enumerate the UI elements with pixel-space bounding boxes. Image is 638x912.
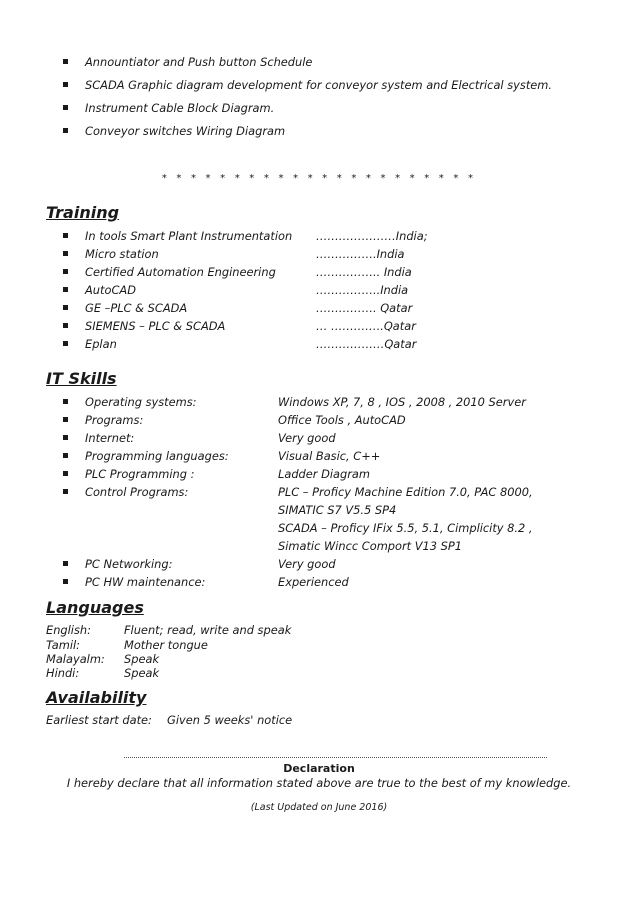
declaration-title: Declaration bbox=[283, 762, 355, 775]
training-item bbox=[60, 337, 417, 355]
language-name: Malayalm: bbox=[46, 652, 105, 666]
skill-label: Programs: bbox=[85, 413, 144, 427]
bullet-icon bbox=[63, 287, 68, 292]
training-heading: Training bbox=[46, 203, 120, 222]
skill-label: Operating systems: bbox=[85, 395, 197, 409]
bullet-icon bbox=[63, 233, 68, 238]
skill-label: Internet: bbox=[85, 431, 135, 445]
training-name: Eplan bbox=[85, 337, 117, 351]
it-skills-list bbox=[60, 395, 533, 593]
list-item-text: Instrument Cable Block Diagram. bbox=[85, 101, 275, 115]
training-item bbox=[60, 319, 416, 337]
bullet-icon bbox=[63, 561, 68, 566]
training-name: GE –PLC & SCADA bbox=[85, 301, 188, 315]
training-list bbox=[60, 229, 428, 355]
skill-continuation bbox=[60, 539, 463, 557]
training-name: Certified Automation Engineering bbox=[85, 265, 276, 279]
training-item bbox=[60, 229, 428, 247]
skill-item bbox=[60, 413, 406, 431]
availability-heading: Availability bbox=[46, 688, 147, 707]
list-item-text: Annountiator and Push button Schedule bbox=[85, 55, 313, 69]
star-separator: * * * * * * * * * * * * * * * * * * * * * * bbox=[161, 173, 477, 184]
skill-value: PLC – Proficy Machine Edition 7.0, PAC 8000, bbox=[278, 485, 533, 499]
language-level: Fluent; read, write and speak bbox=[124, 623, 292, 637]
skill-value: SCADA – Proficy IFix 5.5, 5.1, Cimplicity 8.2 , bbox=[278, 521, 533, 535]
training-name: Micro station bbox=[85, 247, 159, 261]
list-item bbox=[60, 78, 552, 101]
declaration-text: I hereby declare that all information stated above are true to the best of my knowledge. bbox=[66, 776, 572, 790]
bullet-icon bbox=[63, 341, 68, 346]
availability-value: Given 5 weeks' notice bbox=[167, 713, 293, 727]
language-name: Tamil: bbox=[46, 638, 81, 652]
skill-item bbox=[60, 575, 349, 593]
training-place: ………………Qatar bbox=[316, 337, 417, 351]
project-list bbox=[60, 55, 552, 147]
skill-item bbox=[60, 431, 336, 449]
bullet-icon bbox=[63, 323, 68, 328]
list-item bbox=[60, 124, 552, 147]
language-level: Speak bbox=[124, 666, 160, 680]
language-name: English: bbox=[46, 623, 91, 637]
skill-label: Programming languages: bbox=[85, 449, 229, 463]
training-item bbox=[60, 265, 412, 283]
training-place: … …………..Qatar bbox=[316, 319, 416, 333]
last-updated: (Last Updated on June 2016) bbox=[250, 802, 388, 813]
list-item bbox=[60, 55, 552, 78]
declaration-divider bbox=[124, 757, 547, 758]
training-place: …………….India bbox=[316, 247, 405, 261]
bullet-icon bbox=[63, 251, 68, 256]
skill-item bbox=[60, 467, 371, 485]
skill-continuation bbox=[60, 521, 533, 539]
training-place: ……………..India bbox=[316, 283, 409, 297]
skill-value: Ladder Diagram bbox=[278, 467, 371, 481]
language-level: Mother tongue bbox=[124, 638, 208, 652]
skill-item bbox=[60, 395, 526, 413]
skill-label: PC HW maintenance: bbox=[85, 575, 206, 589]
skill-item bbox=[60, 485, 533, 503]
bullet-icon bbox=[63, 489, 68, 494]
skill-value: Visual Basic, C++ bbox=[278, 449, 381, 463]
skill-value: Very good bbox=[278, 431, 336, 445]
training-name: SIEMENS – PLC & SCADA bbox=[85, 319, 226, 333]
bullet-icon bbox=[63, 399, 68, 404]
bullet-icon bbox=[63, 579, 68, 584]
skill-item bbox=[60, 557, 336, 575]
skill-label: PC Networking: bbox=[85, 557, 173, 571]
list-item bbox=[60, 101, 552, 124]
training-place: …………….. India bbox=[316, 265, 412, 279]
training-place: …………………India; bbox=[316, 229, 428, 243]
training-item bbox=[60, 247, 405, 265]
training-item bbox=[60, 301, 413, 319]
bullet-icon bbox=[63, 128, 68, 133]
skill-value: Windows XP, 7, 8 , IOS , 2008 , 2010 Server bbox=[278, 395, 526, 409]
bullet-icon bbox=[63, 269, 68, 274]
training-name: AutoCAD bbox=[85, 283, 136, 297]
list-item-text: Conveyor switches Wiring Diagram bbox=[85, 124, 286, 138]
skill-label: PLC Programming : bbox=[85, 467, 195, 481]
training-item bbox=[60, 283, 409, 301]
it-skills-heading: IT Skills bbox=[46, 369, 117, 388]
skill-item bbox=[60, 449, 381, 467]
bullet-icon bbox=[63, 305, 68, 310]
list-item-text: SCADA Graphic diagram development for conveyor system and Electrical system. bbox=[85, 78, 553, 92]
skill-label: Control Programs: bbox=[85, 485, 189, 499]
bullet-icon bbox=[63, 453, 68, 458]
bullet-icon bbox=[63, 435, 68, 440]
skill-continuation bbox=[60, 503, 397, 521]
skill-value: Simatic Wincc Comport V13 SP1 bbox=[278, 539, 463, 553]
bullet-icon bbox=[63, 59, 68, 64]
bullet-icon bbox=[63, 105, 68, 110]
availability-label: Earliest start date: bbox=[46, 713, 152, 727]
bullet-icon bbox=[63, 82, 68, 87]
skill-value: Experienced bbox=[278, 575, 349, 589]
language-name: Hindi: bbox=[46, 666, 80, 680]
bullet-icon bbox=[63, 471, 68, 476]
training-name: In tools Smart Plant Instrumentation bbox=[85, 229, 293, 243]
skill-value: SIMATIC S7 V5.5 SP4 bbox=[278, 503, 397, 517]
training-place: ……………. Qatar bbox=[316, 301, 413, 315]
language-level: Speak bbox=[124, 652, 160, 666]
bullet-icon bbox=[63, 417, 68, 422]
skill-value: Very good bbox=[278, 557, 336, 571]
skill-value: Office Tools , AutoCAD bbox=[278, 413, 406, 427]
languages-heading: Languages bbox=[46, 598, 144, 617]
